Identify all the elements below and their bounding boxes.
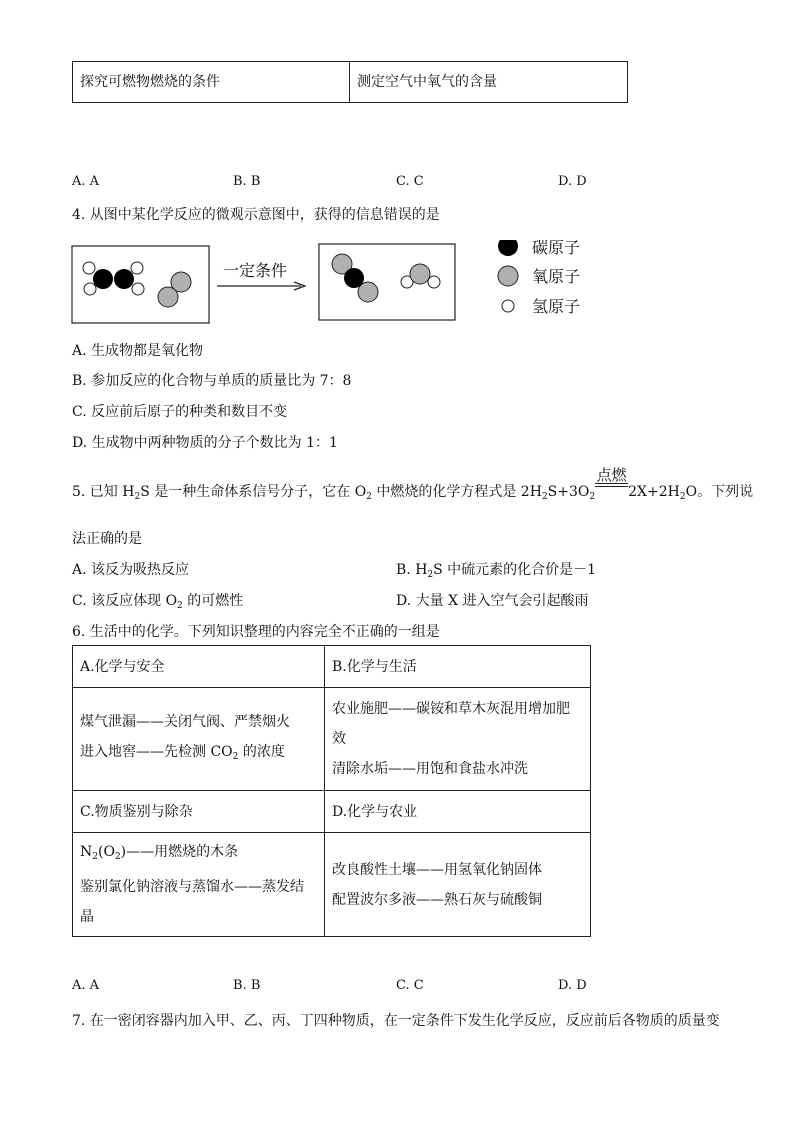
- carbon-atom: [114, 269, 134, 289]
- q6-stem: 6. 生活中的化学。下列知识整理的内容完全不正确的一组是: [72, 624, 440, 640]
- q3-option-b: B. B: [233, 174, 261, 189]
- q5-option-b: B. $H_2S$ 中硫元素的化合价是－1: [396, 562, 597, 580]
- q5-stem-line2: 法正确的是: [72, 531, 142, 547]
- q6-option-a: A. A: [72, 978, 100, 993]
- oxygen-atom: [410, 264, 430, 284]
- q4-option-b: B. 参加反应的化合物与单质的质量比为 7：8: [72, 373, 352, 389]
- q6-b-title: B.化学与生活: [325, 646, 591, 688]
- q4-option-a: A. 生成物都是氧化物: [72, 343, 204, 359]
- hydrogen-atom: [84, 283, 96, 295]
- q6-d-content: 改良酸性土壤——用氢氧化钠固体 配置波尔多液——熟石灰与硫酸铜: [325, 833, 591, 937]
- q3-option-d: D. D: [558, 174, 587, 189]
- q6-option-b: B. B: [233, 978, 261, 993]
- q4-option-c: C. 反应前后原子的种类和数目不变: [72, 404, 288, 420]
- hydrogen-atom: [83, 262, 95, 274]
- q3-option-a: A. A: [72, 174, 100, 189]
- carbon-atom: [344, 268, 364, 288]
- q6-a-title: A.化学与安全: [73, 646, 325, 688]
- reaction-diagram: [70, 240, 600, 326]
- carbon-atom: [93, 269, 113, 289]
- legend-oxygen-icon: [498, 266, 518, 286]
- legend-oxygen-label: 氧原子: [532, 267, 581, 286]
- legend-hydrogen-icon: [502, 300, 514, 312]
- q6-option-d: D. D: [558, 978, 587, 993]
- hydrogen-atom: [131, 262, 143, 274]
- top-table-cell-right: 测定空气中氧气的含量: [350, 62, 628, 103]
- q5-option-d: D. 大量 X 进入空气会引起酸雨: [396, 593, 589, 609]
- q3-option-c: C. C: [396, 174, 424, 189]
- q6-option-c: C. C: [396, 978, 424, 993]
- hydrogen-atom: [132, 283, 144, 295]
- reaction-condition: 一定条件: [223, 261, 288, 280]
- legend-carbon-label: 碳原子: [532, 240, 581, 257]
- top-table: [72, 61, 628, 103]
- q6-table: [72, 645, 591, 937]
- legend-carbon-icon: [498, 240, 518, 256]
- q5-option-a: A. 该反为吸热反应: [72, 562, 190, 578]
- q6-a-content: 煤气泄漏——关闭气阀、严禁烟火 进入地窖——先检测 $CO_2$ 的浓度: [73, 688, 325, 791]
- legend-hydrogen-label: 氢原子: [532, 297, 581, 316]
- q5-option-c: C. 该反应体现 $O_2$ 的可燃性: [72, 593, 244, 611]
- q6-c-content: $N_2(O_2)——$用燃烧的木条 鉴别氯化钠溶液与蒸馏水——蒸发结 晶: [73, 833, 325, 937]
- q6-b-content: 农业施肥——碳铵和草木灰混用增加肥 效 清除水垢——用饱和食盐水冲洗: [325, 688, 591, 791]
- oxygen-atom: [171, 272, 191, 292]
- q6-c-title: C.物质鉴别与除杂: [73, 791, 325, 833]
- top-table-cell-left: 探究可燃物燃烧的条件: [73, 62, 350, 103]
- q4-stem: 4. 从图中某化学反应的微观示意图中，获得的信息错误的是: [72, 207, 440, 223]
- q7-stem: 7. 在一密闭容器内加入甲、乙、丙、丁四种物质，在一定条件下发生化学反应，反应前后各物质的质量变: [72, 1013, 720, 1029]
- q5-condition: 点燃: [596, 466, 627, 484]
- q5-stem-line1: 5. 已知 $H_2S$ 是一种生命体系信号分子，它在 $O_2$ 中燃烧的化学方程式是 $2H_2S+3O_2$ 点燃 $2X+2H_2O$。下列说: [72, 466, 754, 502]
- q6-d-title: D.化学与农业: [325, 791, 591, 833]
- hydrogen-atom: [428, 276, 440, 288]
- q4-option-d: D. 生成物中两种物质的分子个数比为 1：1: [72, 435, 338, 451]
